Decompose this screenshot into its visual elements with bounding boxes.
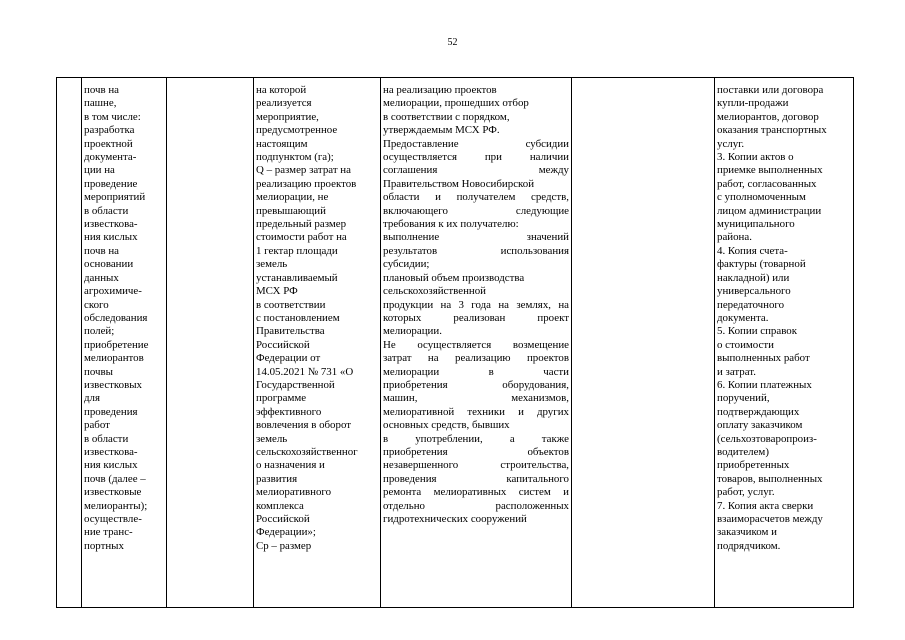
text-line: накладной) или [717, 271, 790, 284]
text-line: приобретение [84, 338, 149, 351]
table-cell-col7 [715, 78, 854, 608]
text-line: проведение [84, 177, 138, 190]
text-line: мелиорации, прошедших отбор [383, 97, 529, 110]
text-line: с постановлением [256, 311, 340, 324]
text-line: мелиоративного [256, 486, 332, 499]
table-cell-col4 [254, 78, 381, 608]
cell-text-col2 [82, 78, 166, 553]
text-line: развития [256, 472, 298, 485]
text-line: заказчиком и [717, 526, 777, 539]
text-line: ния кислых [84, 459, 138, 472]
text-line: о стоимости [717, 338, 774, 351]
text-line: обследования [84, 311, 148, 324]
text-line: Не осуществляется возмещение [383, 338, 569, 351]
text-line: затрат на реализацию проектов [383, 352, 569, 365]
cell-text-col7 [715, 78, 853, 553]
text-line: 4. Копия счета- [717, 244, 788, 257]
text-line: 6. Копии платежных [717, 378, 812, 391]
text-line: работ, услуг. [717, 486, 775, 499]
text-line: отдельно расположенных [383, 499, 569, 512]
page-number: 52 [447, 37, 458, 48]
text-line: незавершенного строительства, [383, 459, 569, 472]
text-line: документа- [84, 151, 137, 164]
text-line: (сельхозтоваропроиз- [717, 432, 817, 445]
text-line: в области [84, 204, 129, 217]
text-line: которых реализован проект [383, 311, 569, 324]
text-line: 5. Копии справок [717, 325, 798, 338]
text-line: осуществляется при наличии [383, 151, 569, 164]
text-line: почв (далее – [84, 472, 146, 485]
text-line: известкова- [84, 218, 138, 231]
text-line: настоящим [256, 137, 308, 150]
text-line: в соответствии с порядком, [383, 110, 510, 123]
cell-text-col5 [381, 78, 571, 526]
text-line: известкова- [84, 445, 138, 458]
text-line: купли-продажи [717, 97, 789, 110]
text-line: 14.05.2021 № 731 «О [256, 365, 354, 378]
text-line: утверждаемым МСХ РФ. [383, 124, 500, 137]
text-line: фактуры (товарной [717, 258, 806, 271]
text-line: ния кислых [84, 231, 138, 244]
text-line: мелиоранты); [84, 499, 148, 512]
text-line: почвы [84, 365, 113, 378]
text-line: известковых [84, 378, 142, 391]
text-line: Предоставление субсидии [383, 137, 569, 150]
text-line: МСХ РФ [256, 285, 298, 298]
text-line: о назначения и [256, 459, 325, 472]
text-line: вовлечения в оборот [256, 419, 352, 432]
text-line: оказания транспортных [717, 124, 827, 137]
text-line: сельскохозяйственной [383, 285, 486, 298]
text-line: выполнение значений [383, 231, 569, 244]
text-line: работ, согласованных [717, 177, 817, 190]
text-line: 1 гектар площади [256, 244, 338, 257]
text-line: ние транс- [84, 526, 133, 539]
text-line: реализуется [256, 97, 312, 110]
text-line: субсидии; [383, 258, 430, 271]
text-line: земель [256, 432, 288, 445]
text-line: мелиорации. [383, 325, 442, 338]
text-line: универсального [717, 285, 791, 298]
text-line: 7. Копия акта сверки [717, 499, 814, 512]
text-line: плановый объем производства [383, 271, 525, 284]
text-line: ции на [84, 164, 115, 177]
table-cell-col6 [572, 78, 715, 608]
text-line: продукции на 3 года на землях, на [383, 298, 569, 311]
text-line: в области [84, 432, 129, 445]
table-cell-col2 [82, 78, 167, 608]
text-line: мелиорантов [84, 352, 144, 365]
text-line: области и получателем средств, [383, 191, 569, 204]
text-line: гидротехнических сооружений [383, 513, 527, 525]
text-line: в соответствии [256, 298, 326, 311]
text-line: для [84, 392, 100, 405]
text-line: комплекса [256, 499, 304, 512]
text-line: известковые [84, 486, 142, 499]
cell-text-col4 [254, 78, 380, 553]
text-line: разработка [84, 124, 135, 137]
table-cell-col1 [57, 78, 82, 608]
text-line: приемке выполненных [717, 164, 823, 177]
text-line: проведения капитального [383, 472, 569, 485]
text-line: результатов использования [383, 244, 569, 257]
text-line: приобретения оборудования, [383, 378, 569, 391]
text-line: портных [84, 539, 124, 552]
text-line: оплату заказчиком [717, 419, 803, 432]
text-line: мероприятий [84, 191, 146, 204]
text-line: Q – размер затрат на [256, 164, 351, 177]
text-line: проведения [84, 405, 138, 418]
text-line: почв на [84, 84, 119, 96]
text-line: района. [717, 231, 752, 244]
text-line: лицом администрации [717, 204, 822, 217]
text-line: данных [84, 271, 119, 284]
text-line: на которой [256, 84, 307, 96]
text-line: основных средств, бывших [383, 419, 510, 432]
text-line: почв на [84, 244, 119, 257]
text-line: Федерации от [256, 352, 321, 365]
text-line: включающего следующие [383, 204, 569, 217]
table-cell-col5 [381, 78, 572, 608]
text-line: осуществле- [84, 513, 142, 525]
text-line: стоимости работ на [256, 231, 347, 244]
text-line: пашне, [84, 97, 117, 110]
text-line: предусмотренное [256, 124, 338, 137]
text-line: приобретенных [717, 459, 790, 472]
text-line: выполненных работ [717, 352, 810, 365]
text-line: работ [84, 419, 110, 432]
text-line: мероприятие, [256, 110, 319, 123]
text-line: программе [256, 392, 307, 405]
text-line: требования к их получателю: [383, 218, 519, 231]
text-line: соглашения между [383, 164, 569, 177]
text-line: поручений, [717, 392, 770, 405]
text-line: услуг. [717, 137, 745, 150]
text-line: документа. [717, 311, 769, 324]
text-line: приобретения объектов [383, 445, 569, 458]
text-line: водителем) [717, 445, 769, 458]
text-line: полей; [84, 325, 115, 338]
text-line: Правительства [256, 325, 325, 338]
text-line: эффективного [256, 405, 322, 418]
text-line: и затрат. [717, 365, 756, 378]
text-line: ского [84, 298, 109, 311]
text-line: предельный размер [256, 218, 347, 231]
text-line: проектной [84, 137, 133, 150]
text-line: подпунктом (га); [256, 151, 334, 164]
text-line: Правительством Новосибирской [383, 177, 535, 190]
text-line: на реализацию проектов [383, 84, 497, 96]
text-line: Государственной [256, 378, 335, 391]
text-line: мелиорации в части [383, 365, 569, 378]
text-line: подтверждающих [717, 405, 800, 418]
text-line: передаточного [717, 298, 785, 311]
text-line: Ср – размер [256, 539, 312, 552]
text-line: основании [84, 258, 134, 271]
text-line: Российской [256, 513, 310, 525]
text-line: земель [256, 258, 288, 271]
table-cell-col3 [167, 78, 254, 608]
text-line: агрохимиче- [84, 285, 142, 298]
text-line: в том числе: [84, 110, 141, 123]
text-line: мелиорантов, договор [717, 110, 819, 123]
text-line: в употреблении, а также [383, 432, 569, 445]
text-line: Федерации»; [256, 526, 316, 539]
text-line: товаров, выполненных [717, 472, 823, 485]
text-line: реализацию проектов [256, 177, 357, 190]
text-line: ремонта мелиоративных систем и [383, 486, 569, 499]
text-line: взаиморасчетов между [717, 513, 823, 525]
text-line: муниципального [717, 218, 795, 231]
text-line: устанавливаемый [256, 271, 338, 284]
text-line: сельскохозяйственног [256, 445, 358, 458]
text-line: мелиоративной техники и других [383, 405, 569, 418]
text-line: 3. Копии актов о [717, 151, 794, 164]
text-line: мелиорации, не [256, 191, 329, 204]
text-line: превышающий [256, 204, 326, 217]
text-line: машин, механизмов, [383, 392, 569, 405]
document-table [56, 77, 854, 608]
table-row [57, 78, 854, 608]
text-line: подрядчиком. [717, 539, 781, 552]
text-line: с уполномоченным [717, 191, 806, 204]
text-line: поставки или договора [717, 84, 824, 96]
text-line: Российской [256, 338, 310, 351]
